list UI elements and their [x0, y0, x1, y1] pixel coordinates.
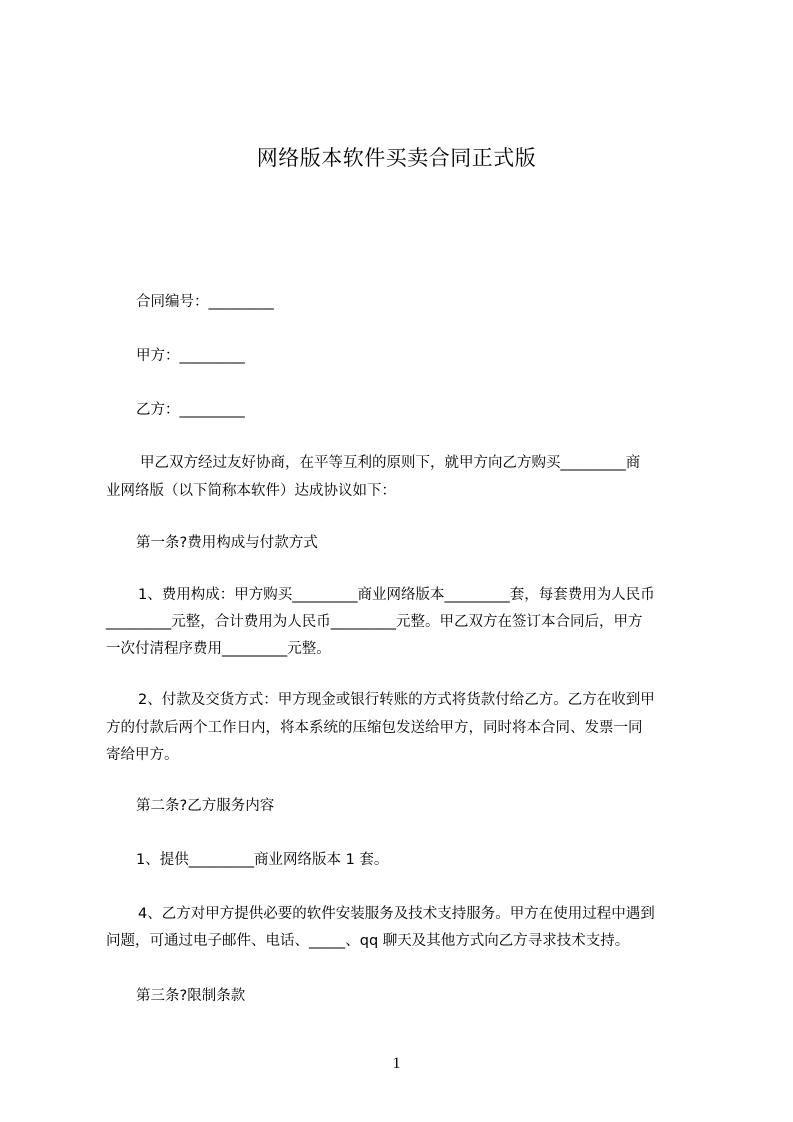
- article-1-heading: 第一条?费用构成与付款方式: [136, 535, 318, 551]
- article-3-heading: 第三条?限制条款: [136, 988, 246, 1004]
- article-1-clause-2-line-1: 2、付款及交货方式：甲方现金或银行转账的方式将货款付给乙方。乙方在收到甲: [138, 692, 655, 708]
- document-title: 网络版本软件买卖合同正式版: [256, 146, 537, 170]
- contract-number-field: 合同编号：_________: [136, 294, 274, 310]
- article-1-clause-2-line-2: 方的付款后两个工作日内，将本系统的压缩包发送给甲方，同时将本合同、发票一同: [106, 720, 643, 736]
- article-1-clause-2-line-3: 寄给甲方。: [106, 747, 179, 763]
- article-2-clause-4-line-2: 问题，可通过电子邮件、电话、_____、qq 聊天及其他方式向乙方寻求技术支持。: [106, 933, 630, 949]
- article-1-clause-1-line-1: 1、费用构成：甲方购买_________商业网络版本_________套，每套费用为人民币: [138, 587, 655, 603]
- article-1-clause-1-line-2: _________元整，合计费用为人民币_________元整。甲乙双方在签订本合同后，甲方: [106, 614, 643, 630]
- intro-line-1: 甲乙双方经过友好协商，在平等互利的原则下，就甲方向乙方购买_________商: [140, 455, 641, 471]
- article-2-heading: 第二条?乙方服务内容: [136, 798, 275, 814]
- party-a-field: 甲方：_________: [136, 348, 245, 364]
- article-2-clause-4-line-1: 4、乙方对甲方提供必要的软件安装服务及技术支持服务。甲方在使用过程中遇到: [138, 906, 655, 922]
- intro-line-2: 业网络版（以下简称本软件）达成协议如下：: [106, 483, 396, 499]
- article-1-clause-1-line-3: 一次付清程序费用_________元整。: [106, 641, 331, 657]
- article-2-clause-1: 1、提供_________商业网络版本 1 套。: [136, 852, 389, 868]
- page-number: 1: [392, 1055, 401, 1072]
- party-b-field: 乙方：_________: [136, 402, 245, 418]
